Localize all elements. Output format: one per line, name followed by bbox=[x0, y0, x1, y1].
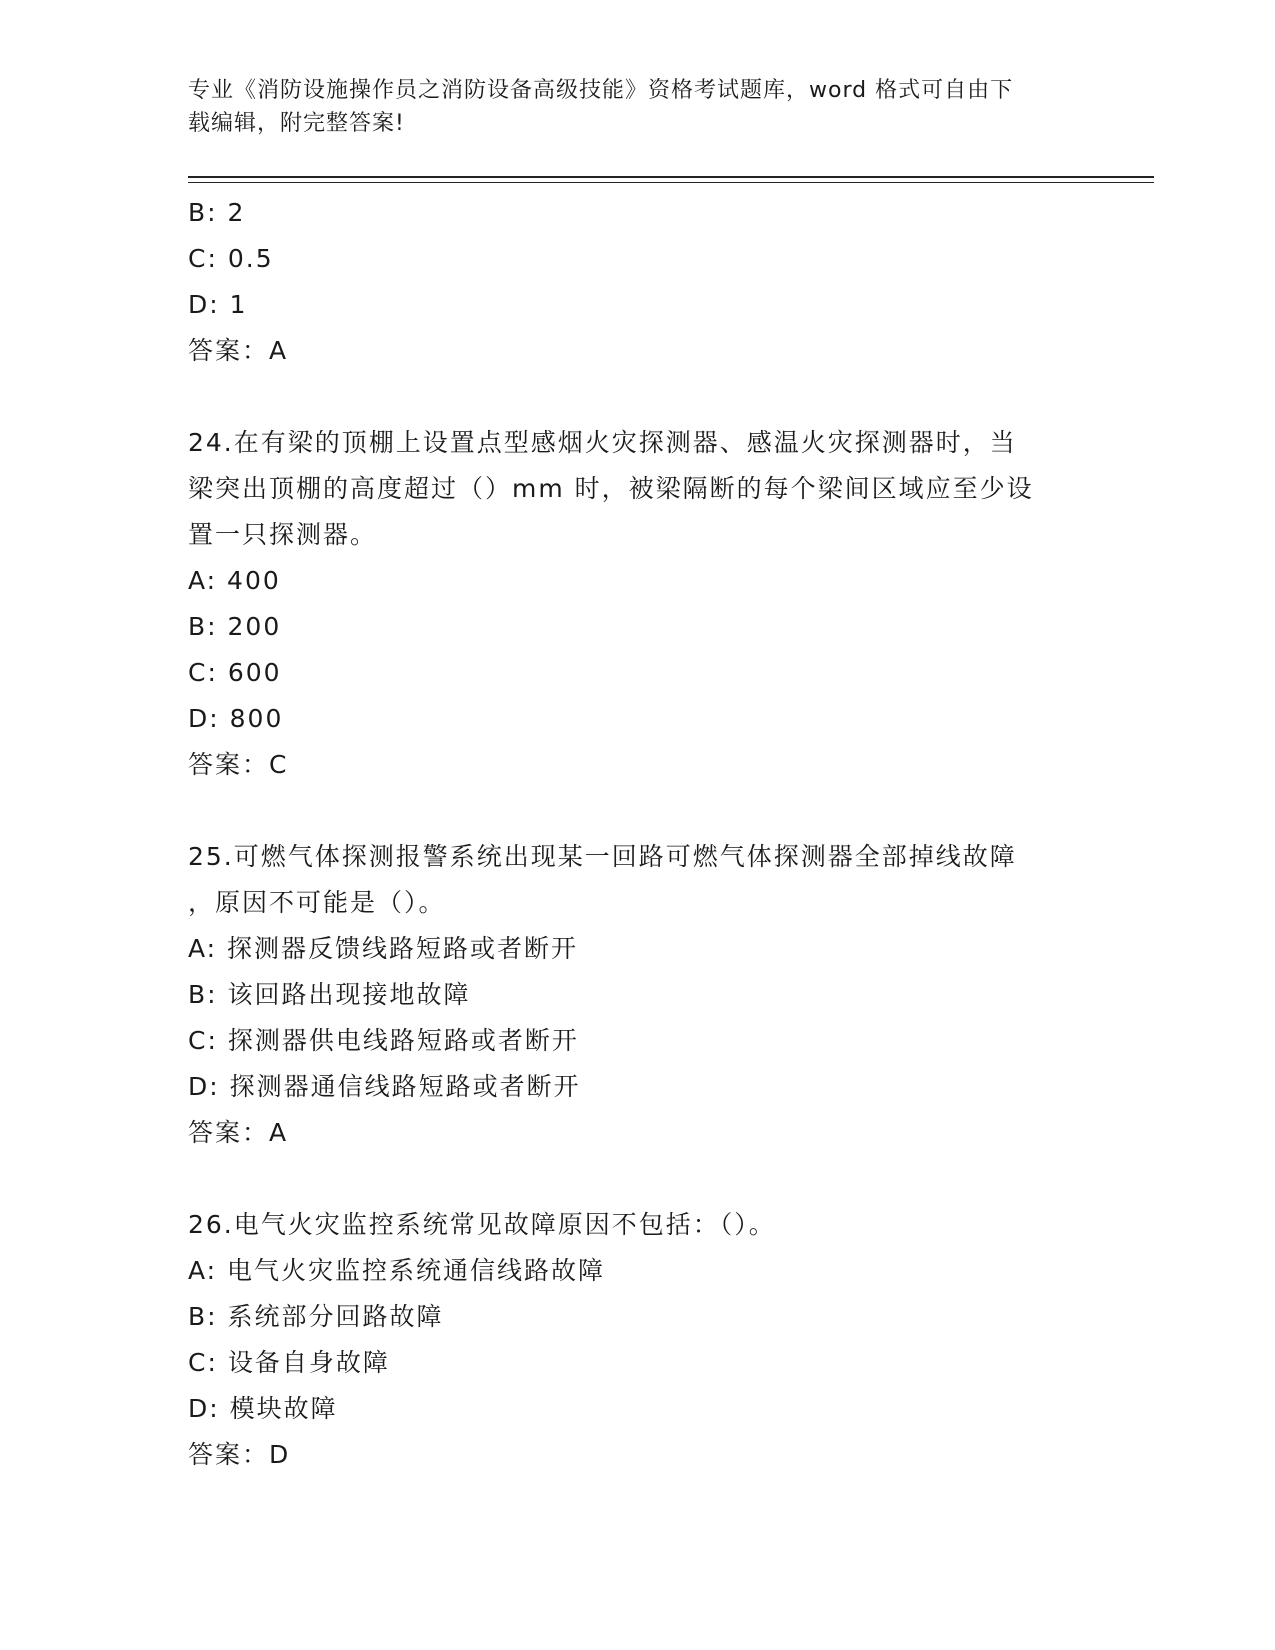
answer-line: 答案：C bbox=[188, 750, 289, 779]
option-text: 800 bbox=[229, 704, 284, 733]
option-c bbox=[188, 1340, 1088, 1386]
header-divider-thick bbox=[188, 176, 1154, 178]
option-d bbox=[188, 1064, 1088, 1110]
option-b bbox=[188, 190, 1088, 236]
option-text: 1 bbox=[229, 290, 248, 319]
option-text: 探测器供电线路短路或者断开 bbox=[227, 1026, 579, 1055]
option-c bbox=[188, 650, 1088, 696]
header-line-2: 载编辑，附完整答案! bbox=[188, 111, 405, 136]
option-text: 探测器反馈线路短路或者断开 bbox=[227, 934, 579, 963]
option-text: 该回路出现接地故障 bbox=[227, 980, 471, 1009]
option-key: B: bbox=[188, 980, 218, 1009]
option-key: B: bbox=[188, 612, 218, 641]
option-key: C: bbox=[188, 1026, 218, 1055]
header-divider-thin bbox=[188, 182, 1154, 183]
option-text: 模块故障 bbox=[229, 1394, 338, 1423]
option-text: 电气火灾监控系统通信线路故障 bbox=[227, 1256, 606, 1285]
question-26 bbox=[188, 1202, 1088, 1478]
question-stem-line: 24.在有梁的顶棚上设置点型感烟火灾探测器、感温火灾探测器时，当 bbox=[188, 428, 1017, 457]
option-c bbox=[188, 1018, 1088, 1064]
option-b bbox=[188, 972, 1088, 1018]
question-24 bbox=[188, 420, 1088, 788]
option-text: 400 bbox=[227, 566, 281, 595]
option-text: 系统部分回路故障 bbox=[227, 1302, 444, 1331]
option-d bbox=[188, 696, 1088, 742]
option-text: 200 bbox=[227, 612, 282, 641]
option-key: A: bbox=[188, 1256, 218, 1285]
question-23-continued bbox=[188, 190, 1088, 374]
option-key: D: bbox=[188, 1394, 220, 1423]
option-key: D: bbox=[188, 704, 220, 733]
question-stem-line: 25.可燃气体探测报警系统出现某一回路可燃气体探测器全部掉线故障 bbox=[188, 842, 1017, 871]
option-d bbox=[188, 282, 1088, 328]
option-c bbox=[188, 236, 1088, 282]
option-text: 2 bbox=[227, 198, 246, 227]
option-text: 600 bbox=[227, 658, 282, 687]
option-b bbox=[188, 604, 1088, 650]
option-text: 设备自身故障 bbox=[227, 1348, 390, 1377]
question-stem-line: 梁突出顶棚的高度超过（）mm 时，被梁隔断的每个梁间区域应至少设 bbox=[188, 474, 1034, 503]
option-key: A: bbox=[188, 934, 218, 963]
option-a bbox=[188, 1248, 1088, 1294]
option-text: 探测器通信线路短路或者断开 bbox=[229, 1072, 581, 1101]
page-header bbox=[188, 74, 1088, 140]
question-stem-line: 置一只探测器。 bbox=[188, 520, 378, 549]
answer-line: 答案：D bbox=[188, 1440, 291, 1469]
option-text: 0.5 bbox=[227, 244, 274, 273]
option-key: C: bbox=[188, 658, 218, 687]
option-a bbox=[188, 558, 1088, 604]
header-line-1: 专业《消防设施操作员之消防设备高级技能》资格考试题库，word 格式可自由下 bbox=[188, 78, 1014, 103]
question-25 bbox=[188, 834, 1088, 1156]
answer-line: 答案：A bbox=[188, 336, 289, 365]
option-a bbox=[188, 926, 1088, 972]
option-b bbox=[188, 1294, 1088, 1340]
question-stem-line: ，原因不可能是（）。 bbox=[188, 888, 446, 917]
option-key: C: bbox=[188, 1348, 218, 1377]
answer-line: 答案：A bbox=[188, 1118, 289, 1147]
option-key: C: bbox=[188, 244, 218, 273]
option-d bbox=[188, 1386, 1088, 1432]
option-key: B: bbox=[188, 1302, 218, 1331]
option-key: B: bbox=[188, 198, 218, 227]
option-key: D: bbox=[188, 1072, 220, 1101]
option-key: D: bbox=[188, 290, 220, 319]
question-list bbox=[188, 190, 1088, 1478]
question-stem-line: 26.电气火灾监控系统常见故障原因不包括：（）。 bbox=[188, 1210, 776, 1239]
option-key: A: bbox=[188, 566, 218, 595]
